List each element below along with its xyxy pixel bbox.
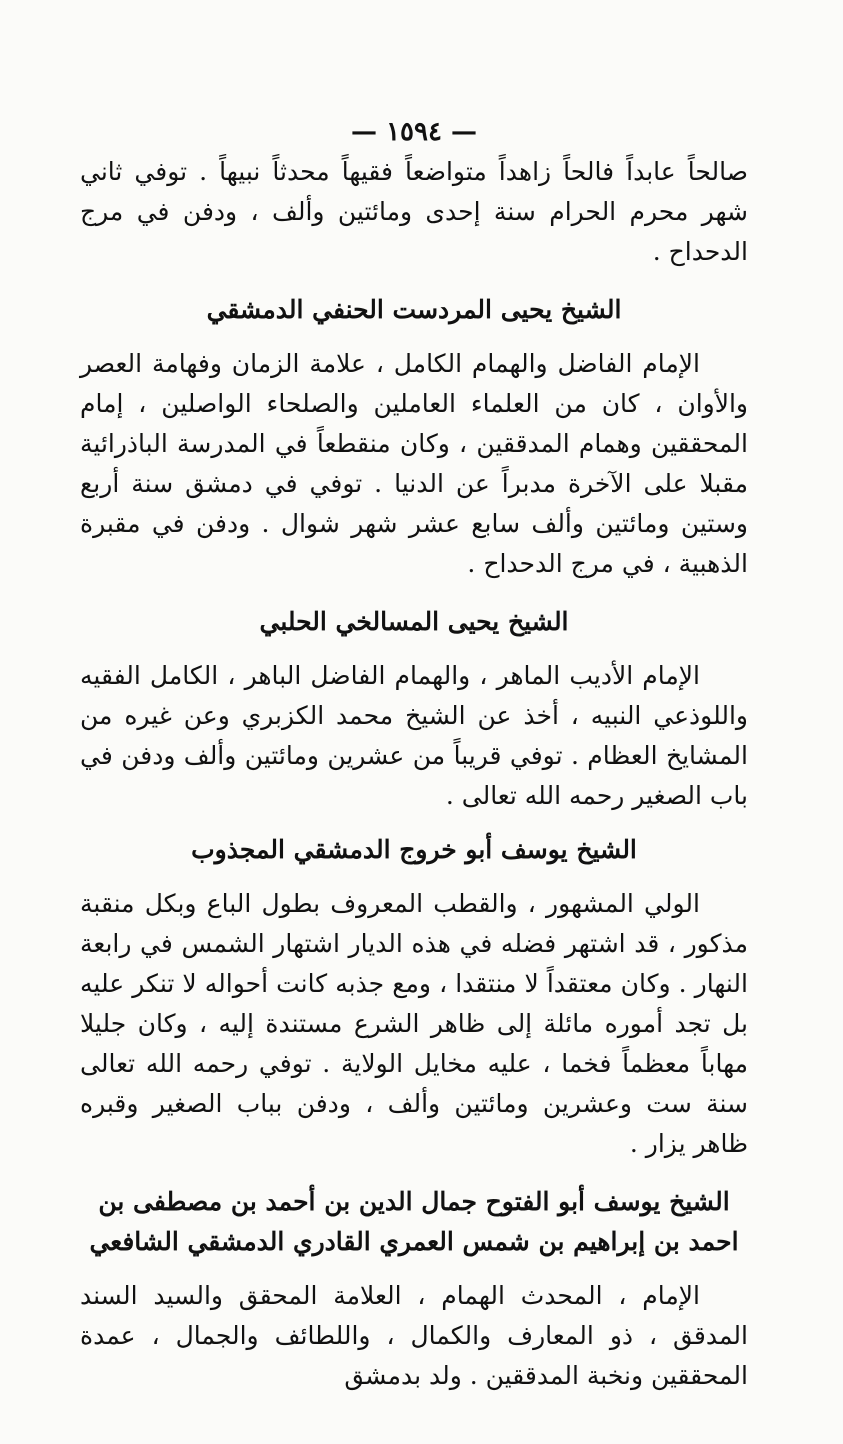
entry-heading-line-2: احمد بن إبراهيم بن شمس العمري القادري الدمشقي الشافعي	[89, 1227, 739, 1256]
biography-continuation	[80, 152, 748, 272]
entry-heading: الشيخ يوسف أبو خروج الدمشقي المجذوب	[191, 835, 637, 864]
paragraph: الإمام الفاضل والهمام الكامل ، علامة الزمان وفهامة العصر والأوان ، كان من العلماء العاملين والصلحاء الواصلين ، إمام المحققين وهمام المدققين ، وكان منقطعاً في المدرسة الباذرائية مقبلا على الآخرة مدبراً عن الدنيا . توفي في دمشق سنة أربع وستين ومائتين وألف سابع عشر شهر شوال . ودفن في مقبرة الذهبية ، في مرج الدحداح .	[80, 349, 748, 578]
book-page	[0, 112, 843, 1444]
entry-heading: الشيخ يحيى المردست الحنفي الدمشقي	[206, 295, 622, 324]
paragraph: صالحاً عابداً فالحاً زاهداً متواضعاً فقيهاً محدثاً نبيهاً . توفي ثاني شهر محرم الحرام سنة إحدى ومائتين وألف ، ودفن في مرج الدحداح .	[80, 157, 748, 266]
paragraph: الإمام ، المحدث الهمام ، العلامة المحقق والسيد السند المدقق ، ذو المعارف والكمال ، واللطائف والجمال ، عمدة المحققين ونخبة المدققين . ولد بدمشق	[80, 1281, 748, 1390]
paragraph: الولي المشهور ، والقطب المعروف بطول الباع وبكل منقبة مذكور ، قد اشتهر فضله في هذه الديار اشتهار الشمس في رابعة النهار . وكان معتقداً لا منتقدا ، ومع جذبه كانت أحواله لا تنكر عليه بل تجد أموره مائلة إلى ظاهر الشرع مستندة إليه ، وكان جليلا مهاباً معظماً فخما ، عليه مخايل الولاية . توفي رحمه الله تعالى سنة ست وعشرين ومائتين وألف ، ودفن بباب الصغير وقبره ظاهر يزار .	[80, 889, 748, 1158]
biography-yusuf-abu-khuruj	[80, 830, 748, 1164]
entry-heading-line-1: الشيخ يوسف أبو الفتوح جمال الدين بن أحمد بن مصطفى بن	[98, 1187, 730, 1216]
paragraph: الإمام الأديب الماهر ، والهمام الفاضل الباهر ، الكامل الفقيه واللوذعي النبيه ، أخذ عن الشيخ محمد الكزبري وعن غيره من المشايخ العظام . توفي قريباً من عشرين ومائتين وألف ودفن في باب الصغير رحمه الله تعالى .	[80, 661, 748, 810]
entry-heading: الشيخ يحيى المسالخي الحلبي	[259, 607, 569, 636]
biography-yahya-al-masalikhi	[80, 602, 748, 816]
biography-yusuf-abu-al-futuh	[80, 1182, 748, 1396]
biography-yahya-al-mardast	[80, 290, 748, 584]
page-number: — ١٥٩٤ —	[351, 117, 477, 147]
